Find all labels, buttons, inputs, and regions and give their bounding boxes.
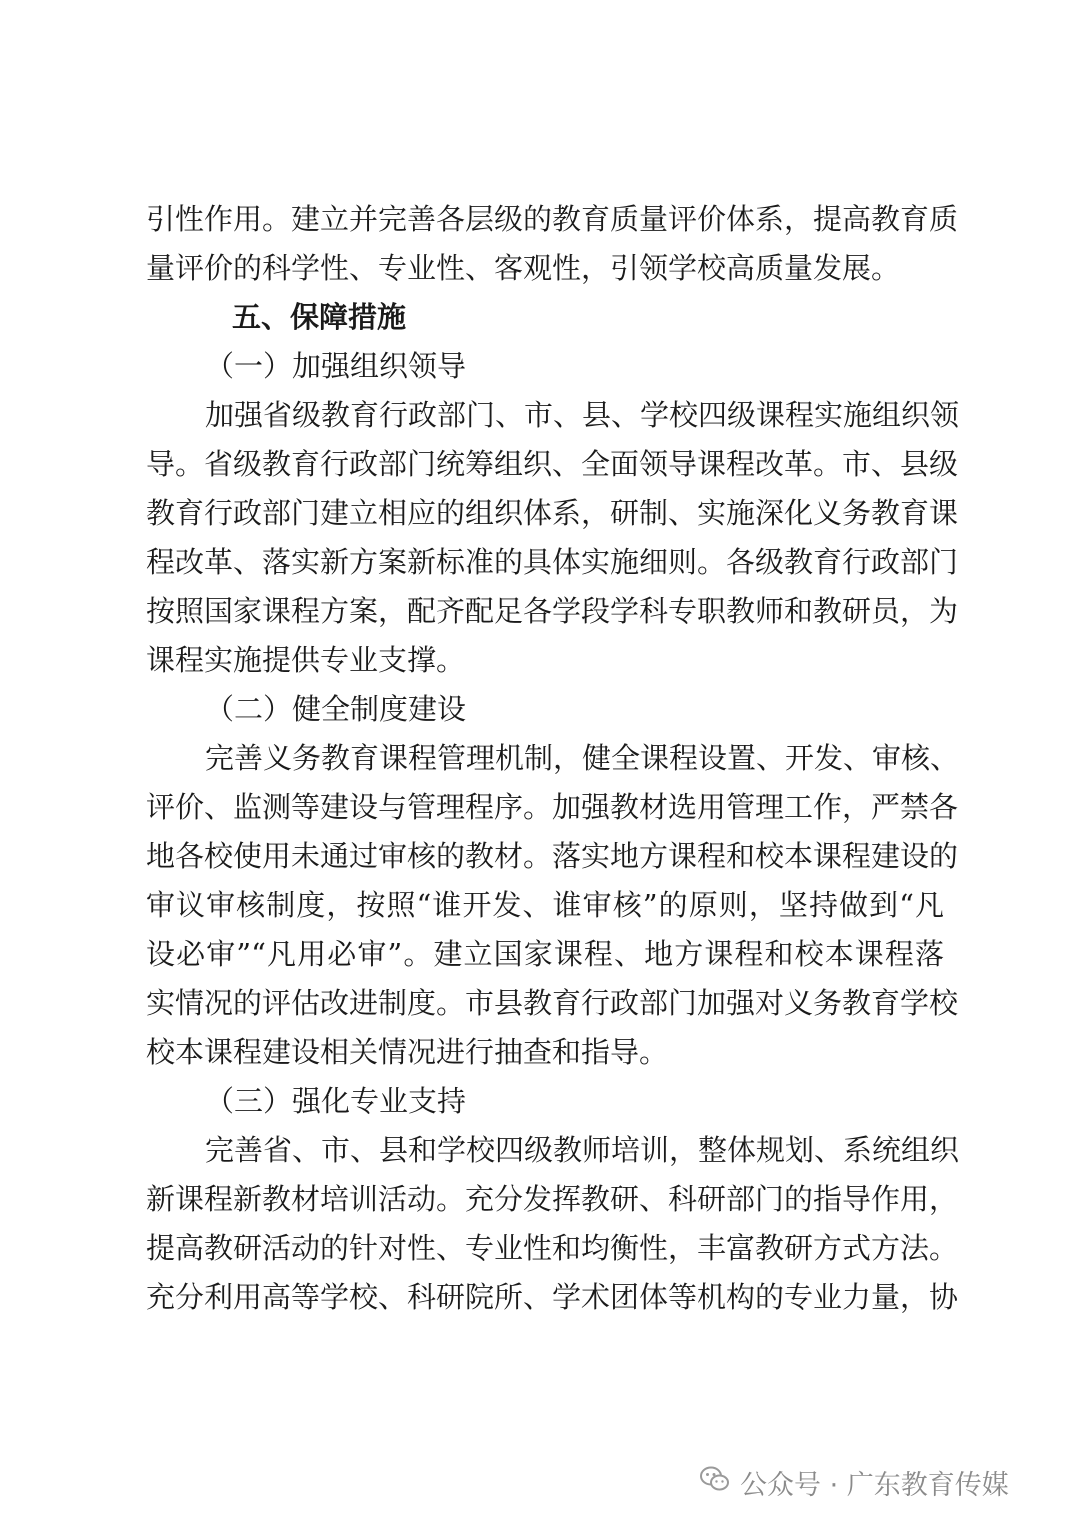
watermark-text: 公众号 · 广东教育传媒 bbox=[740, 1469, 1009, 1501]
paragraph-line: 按照国家课程方案，配齐配足各学段学科专职教师和教研员，为 bbox=[146, 594, 959, 628]
paragraph-line: 量评价的科学性、专业性、客观性，引领学校高质量发展。 bbox=[146, 251, 901, 285]
section-heading: 五、保障措施 bbox=[232, 300, 407, 334]
paragraph-line: 新课程新教材培训活动。充分发挥教研、科研部门的指导作用， bbox=[146, 1182, 959, 1216]
paragraph-line: 评价、监测等建设与管理程序。加强教材选用管理工作，严禁各 bbox=[146, 790, 959, 824]
paragraph-line: 程改革、落实新方案新标准的具体实施细则。各级教育行政部门 bbox=[146, 545, 959, 579]
subsection-title: （一）加强组织领导 bbox=[205, 349, 467, 383]
paragraph-line: 引性作用。建立并完善各层级的教育质量评价体系，提高教育质 bbox=[146, 202, 959, 236]
subsection-title: （二）健全制度建设 bbox=[205, 692, 467, 726]
paragraph-line: 课程实施提供专业支撑。 bbox=[146, 643, 466, 677]
paragraph-line: 充分利用高等学校、科研院所、学术团体等机构的专业力量，协 bbox=[146, 1280, 959, 1314]
subsection-title: （三）强化专业支持 bbox=[205, 1084, 467, 1118]
watermark bbox=[700, 1462, 1009, 1502]
paragraph-line: 审议审核制度，按照“谁开发、谁审核”的原则，坚持做到“凡 bbox=[146, 888, 944, 922]
wechat-icon bbox=[700, 1465, 730, 1500]
paragraph-line: 完善省、市、县和学校四级教师培训，整体规划、系统组织 bbox=[205, 1133, 960, 1167]
paragraph-line: 实情况的评估改进制度。市县教育行政部门加强对义务教育学校 bbox=[146, 986, 959, 1020]
paragraph-line: 提高教研活动的针对性、专业性和均衡性，丰富教研方式方法。 bbox=[146, 1231, 959, 1265]
paragraph-line: 完善义务教育课程管理机制，健全课程设置、开发、审核、 bbox=[205, 741, 960, 775]
paragraph-line: 设必审”“凡用必审”。建立国家课程、地方课程和校本课程落 bbox=[146, 937, 944, 971]
paragraph-line: 加强省级教育行政部门、市、县、学校四级课程实施组织领 bbox=[205, 398, 960, 432]
paragraph-line: 教育行政部门建立相应的组织体系，研制、实施深化义务教育课 bbox=[146, 496, 959, 530]
paragraph-line: 导。省级教育行政部门统筹组织、全面领导课程改革。市、县级 bbox=[146, 447, 959, 481]
paragraph-line: 地各校使用未通过审核的教材。落实地方课程和校本课程建设的 bbox=[146, 839, 959, 873]
paragraph-line: 校本课程建设相关情况进行抽查和指导。 bbox=[146, 1035, 669, 1069]
